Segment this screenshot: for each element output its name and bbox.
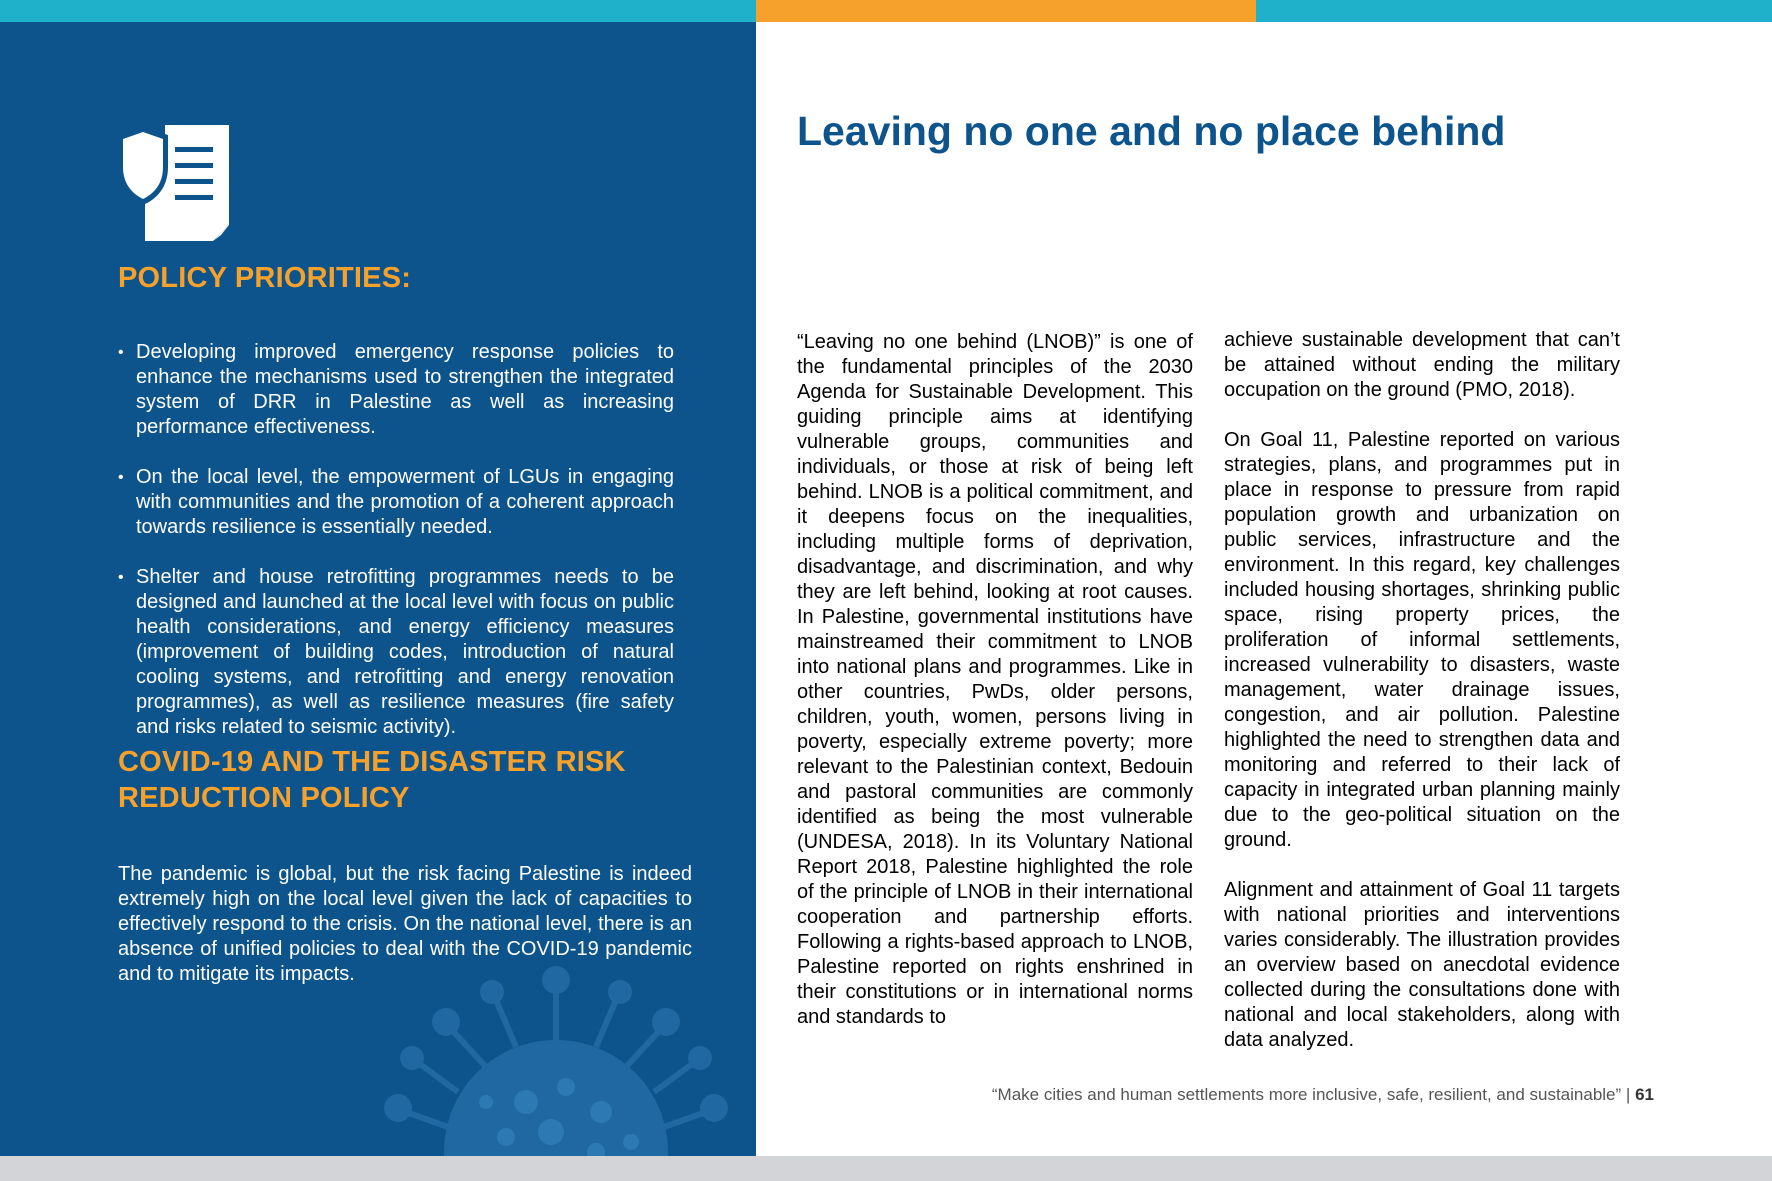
- bullet-icon: •: [118, 469, 124, 486]
- left-panel: [0, 22, 756, 1156]
- shield-document-icon: [117, 117, 243, 249]
- covid-heading-line: COVID-19 AND THE DISASTER RISK: [118, 746, 626, 778]
- page-footer: [992, 1085, 1654, 1105]
- body-paragraph: On Goal 11, Palestine reported on various strategies, plans, and programmes put in place in response to pressure from rapid population growth and urbanization on public services, infrastructure and the environment. In this regard, key challenges included housing shortages, shrinking public space, rising property prices, the proliferation of informal settlements, increased vulnerability to disasters, waste management, water drainage issues, congestion, and air pollution. Palestine highlighted the need to strengthen data and monitoring and referred to their lack of capacity in integrated urban planning mainly due to the geo-political situation on the ground.: [1224, 429, 1620, 851]
- list-item: [118, 465, 674, 540]
- virus-icon: [376, 952, 736, 1156]
- body-paragraph: “Leaving no one behind (LNOB)” is one of the fundamental principles of the 2030 Agenda for Sustainable Development. This guiding principle aims at identifying vulnerable groups, communities and individuals, or those at risk of being left behind. LNOB is a political commitment, and it deepens focus on the inequalities, including multiple forms of deprivation, disadvantage, and discrimination, and why they are left behind, looking at root causes. In Palestine, governmental institutions have mainstreamed their commitment to LNOB into national plans and programmes. Like in other countries, PwDs, older persons, children, youth, women, persons living in poverty, especially extreme poverty; more relevant to the Palestinian context, Bedouin and pastoral communities are commonly identified as being the most vulnerable (UNDESA, 2018). In its Voluntary National Report 2018, Palestine highlighted the role of the principle of LNOB in their international cooperation and partnership efforts. Following a rights-based approach to LNOB, Palestine reported on rights enshrined in their constitutions or in international norms and standards to: [797, 331, 1193, 1028]
- covid-heading-line: REDUCTION POLICY: [118, 782, 410, 814]
- bullet-text: Shelter and house retrofitting programmes needs to be designed and launched at the local level with focus on public health considerations, and energy efficiency measures (improvement of building codes, introduction of natural cooling systems, and retrofitting and energy renovation programmes), as well as resilience measures (fire safety and risks related to seismic activity).: [136, 566, 674, 738]
- top-bar-orange: [756, 0, 1256, 22]
- covid-heading: [118, 744, 678, 816]
- covid-paragraph: The pandemic is global, but the risk facing Palestine is indeed extremely high on the local level given the lack of capacities to effectively respond to the crisis. On the national level, there is an absence of unified policies to deal with the COVID-19 pandemic and to mitigate its impacts.: [118, 863, 692, 985]
- text-column-1: [797, 330, 1193, 1055]
- bullet-icon: •: [118, 344, 124, 361]
- text-column-2: [1224, 328, 1620, 1078]
- body-paragraph: Alignment and attainment of Goal 11 targets with national priorities and interventions varies considerably. The illustration provides an overview based on anecdotal evidence collected during the consultations done with national and local stakeholders, along with data analyzed.: [1224, 879, 1620, 1051]
- page-title: Leaving no one and no place behind: [797, 108, 1506, 154]
- list-item: [118, 340, 674, 440]
- bottom-strip: [0, 1156, 1772, 1181]
- bullet-text: Developing improved emergency response policies to enhance the mechanisms used to strengthen the integrated system of DRR in Palestine as well as increasing performance effectiveness.: [136, 341, 674, 438]
- body-paragraph: achieve sustainable development that can’t be attained without ending the military occupation on the ground (PMO, 2018).: [1224, 329, 1620, 401]
- footer-quote: “Make cities and human settlements more inclusive, safe, resilient, and sustainable”: [991, 1085, 1622, 1104]
- top-bar-teal-left: [0, 0, 756, 22]
- top-bar-teal-right: [1256, 0, 1772, 22]
- bullet-text: On the local level, the empowerment of LGUs in engaging with communities and the promotion of a coherent approach towards resilience is essentially needed.: [136, 466, 674, 538]
- list-item: [118, 565, 674, 740]
- page-number: 61: [1635, 1085, 1654, 1104]
- bullet-icon: •: [118, 569, 124, 586]
- policy-bullet-list: [118, 340, 674, 765]
- footer-separator: |: [1625, 1085, 1631, 1104]
- policy-priorities-heading: POLICY PRIORITIES:: [118, 262, 412, 294]
